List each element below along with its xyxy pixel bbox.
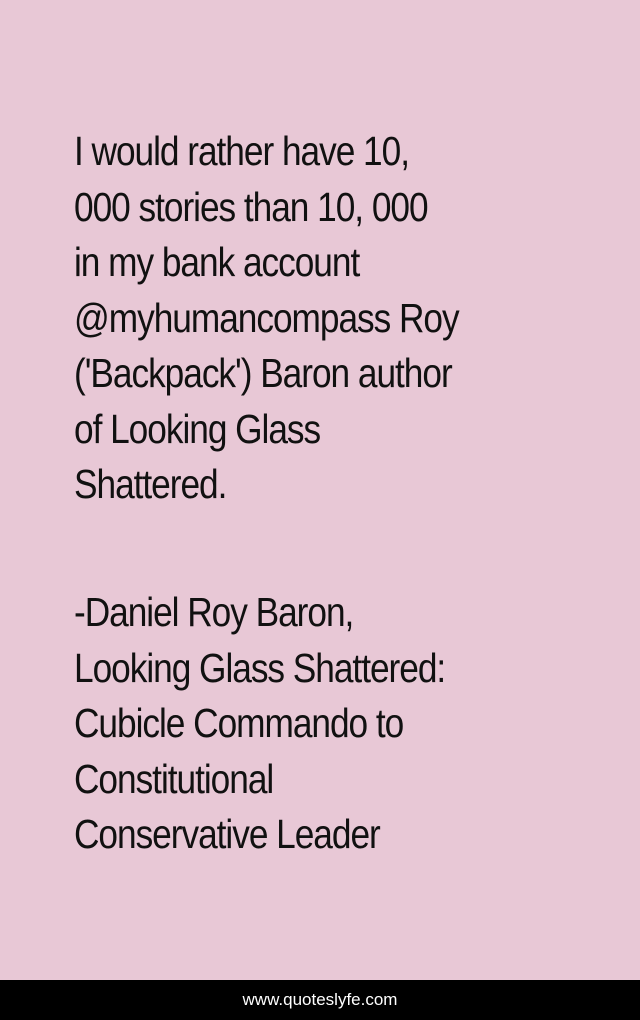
attribution-line: Conservative Leader (74, 811, 380, 857)
quote-line: in my bank account (74, 239, 360, 285)
quote-attribution (74, 585, 556, 863)
quote-text (74, 124, 513, 513)
site-url[interactable]: www.quoteslyfe.com (242, 990, 398, 1009)
attribution-line: -Daniel Roy Baron, (74, 589, 354, 635)
attribution-line: Looking Glass Shattered: (74, 644, 446, 691)
footer-bar (0, 980, 640, 1020)
attribution-line: Cubicle Commando to (74, 700, 404, 746)
quote-line: ('Backpack') Baron author (74, 350, 452, 396)
quote-line: @myhumancompass Roy (74, 294, 459, 341)
quote-line: Shattered. (74, 461, 227, 507)
quote-line: I would rather have 10, (74, 128, 409, 174)
quote-line: of Looking Glass (74, 405, 321, 452)
quote-line: 000 stories than 10, 000 (74, 183, 428, 230)
attribution-line: Constitutional (74, 755, 274, 802)
